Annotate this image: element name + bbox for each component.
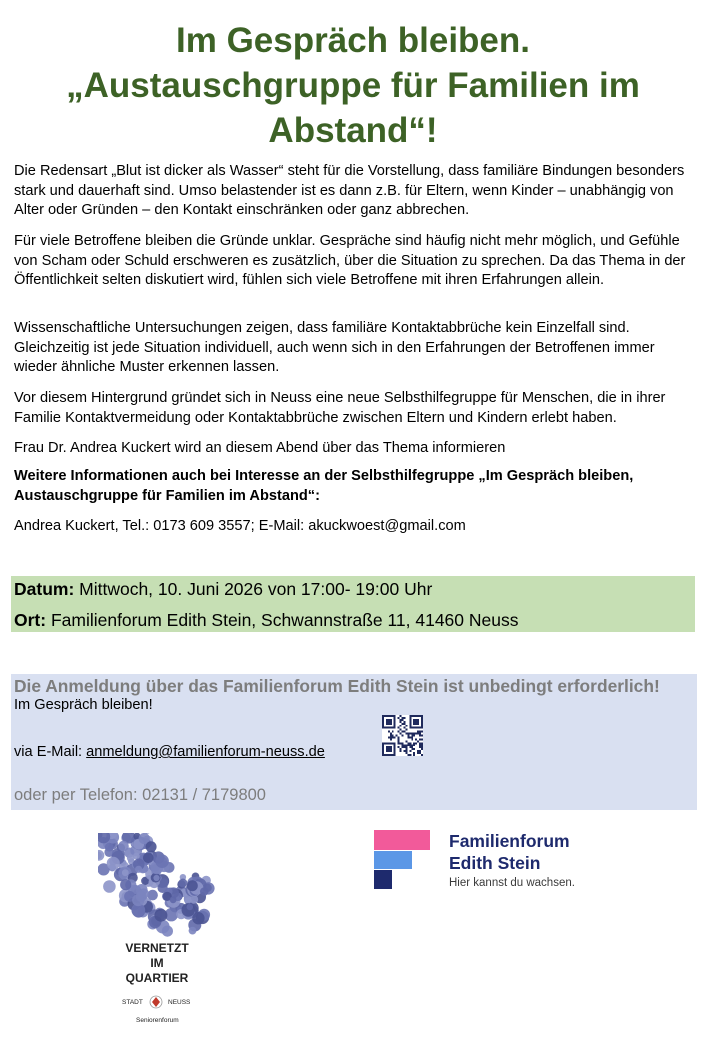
event-place bbox=[14, 609, 519, 631]
bubble-cluster-icon bbox=[98, 833, 218, 943]
place-label: Ort: bbox=[14, 610, 47, 630]
title-line-3: Abstand“! bbox=[268, 111, 438, 150]
contact-line: Andrea Kuckert, Tel.: 0173 609 3557; E-Mail: akuckwoest@gmail.com bbox=[14, 518, 466, 534]
brand-name-line-2: Edith Stein bbox=[449, 853, 541, 873]
registration-phone: oder per Telefon: 02131 / 7179800 bbox=[14, 786, 266, 804]
registration-email-line bbox=[14, 744, 325, 760]
page-title bbox=[10, 18, 696, 153]
paragraph-4: Vor diesem Hintergrund gründet sich in Neuss eine neue Selbsthilfegruppe für Menschen, die in ihrer Familie Kontaktvermeidung oder Kontaktabbrüche zwischen Eltern und Kindern erlebt haben. bbox=[14, 390, 666, 426]
qr-code-icon[interactable] bbox=[382, 715, 423, 756]
city-emblem-icon bbox=[149, 995, 163, 1009]
date-label: Datum: bbox=[14, 579, 75, 599]
place-value: Familienforum Edith Stein, Schwannstraße 11, 41460 Neuss bbox=[46, 610, 519, 630]
paragraph-2: Für viele Betroffene bleiben die Gründe unklar. Gespräche sind häufig nicht mehr möglich, und Gefühle von Scham oder Schuld erschweren es zusätzlich, über die Situation zu sprechen. Da das Thema in der Öffentlichkeit selten diskutiert wird, fühlen sich viele Betroffene mit ihren Erfahrungen allein. bbox=[14, 233, 686, 288]
registration-subline: Im Gespräch bleiben! bbox=[14, 697, 153, 713]
logo-footer: Seniorenforum bbox=[136, 1017, 179, 1024]
registration-headline: Die Anmeldung über das Familienforum Edith Stein ist unbedingt erforderlich! bbox=[14, 676, 660, 696]
event-box bbox=[11, 576, 695, 632]
event-date bbox=[14, 578, 432, 600]
paragraph-5: Frau Dr. Andrea Kuckert wird an diesem Abend über das Thema informieren bbox=[14, 440, 506, 456]
familienforum-mark-icon bbox=[374, 830, 434, 890]
vernetzt-im-quartier-logo bbox=[98, 833, 228, 1028]
familienforum-logo bbox=[374, 830, 604, 892]
paragraph-1: Die Redensart „Blut ist dicker als Wasser“ steht für die Vorstellung, dass familiäre Bindungen besonders stark und dauerhaft sind. Umso belastender ist es dann z.B. für Eltern, wenn Kinder – unabhängig von Alter oder Gründen – den Kontakt einschränken oder ganz abbrechen. bbox=[14, 163, 685, 218]
title-line-2: „Austauschgruppe für Familien im bbox=[66, 66, 640, 105]
partner-left: STADT bbox=[122, 999, 143, 1006]
brand-tagline: Hier kannst du wachsen. bbox=[449, 877, 575, 889]
partner-right: NEUSS bbox=[168, 999, 191, 1006]
email-link[interactable]: anmeldung@familienforum-neuss.de bbox=[86, 744, 325, 760]
title-line-1: Im Gespräch bleiben. bbox=[176, 21, 530, 60]
info-bold: Weitere Informationen auch bei Interesse an der Selbsthilfegruppe „Im Gespräch bleiben, Austauschgruppe für Familien im Abstand“: bbox=[14, 468, 634, 504]
logo-line-1: VERNETZT bbox=[125, 941, 189, 955]
email-prefix: via E-Mail: bbox=[14, 744, 87, 760]
date-value: Mittwoch, 10. Juni 2026 von 17:00- 19:00 Uhr bbox=[74, 579, 433, 599]
brand-name-line-1: Familienforum bbox=[449, 831, 570, 851]
logo-line-3: QUARTIER bbox=[125, 971, 189, 985]
paragraph-3: Wissenschaftliche Untersuchungen zeigen, dass familiäre Kontaktabbrüche kein Einzelfall sind. Gleichzeitig ist jede Situation individuell, auch wenn sich in den Erfahrungen der Betroffenen immer wieder ähnliche Muster erkennen lassen. bbox=[14, 320, 655, 375]
registration-box bbox=[11, 674, 697, 810]
logo-line-2: IM bbox=[150, 956, 164, 970]
